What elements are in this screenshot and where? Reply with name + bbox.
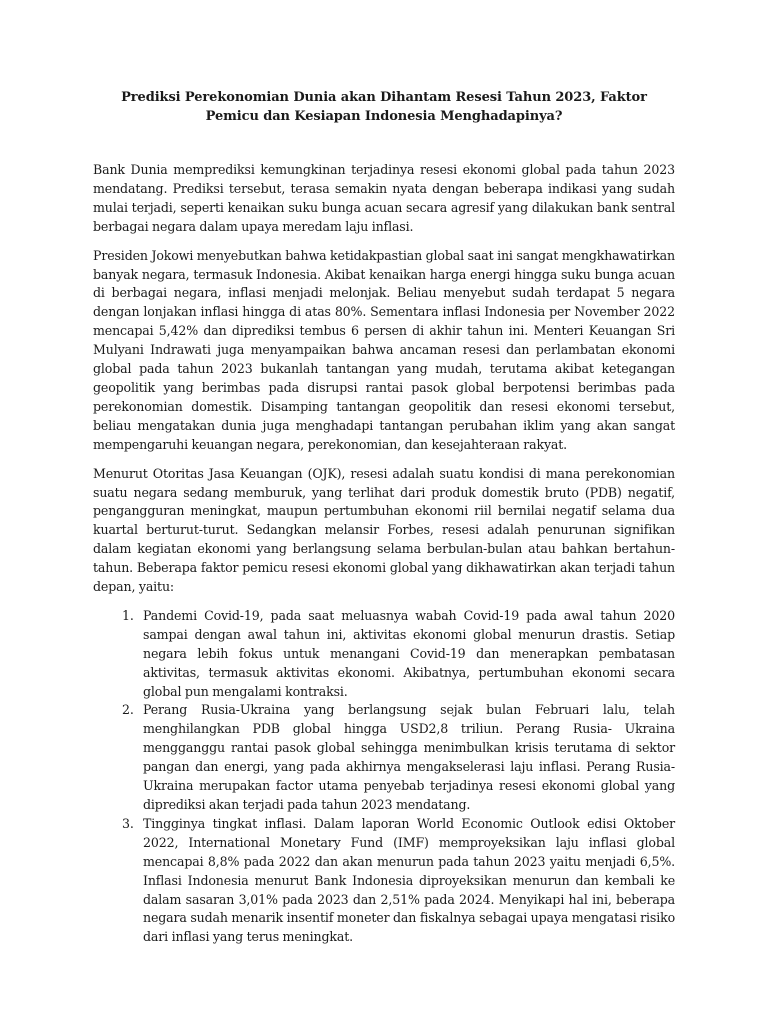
list-item-text: Pandemi Covid-19, pada saat meluasnya wabah Covid-19 pada awal tahun 2020 sampai dengan awal tahun ini, aktivitas ekonomi global menurun drastis. Setiap negara lebih fokus untuk menangani Covid-19 dan menerapkan pembatasan aktivitas, termasuk aktivitas ekonomi. Akibatnya, pertumbuhan ekonomi secara global pun mengalami kontraksi. xyxy=(143,607,675,699)
list-item xyxy=(93,701,675,814)
paragraph-intro: Bank Dunia memprediksi kemungkinan terjadinya resesi ekonomi global pada tahun 2023 mendatang. Prediksi tersebut, terasa semakin nyata dengan beberapa indikasi yang sudah mulai terjadi, seperti kenaikan suku bunga acuan secara agresif yang dilakukan bank sentral berbagai negara dalam upaya meredam laju inflasi. xyxy=(93,162,675,234)
list-item-number: 2. xyxy=(122,702,134,718)
list-item-number: 1. xyxy=(122,607,134,623)
list-item xyxy=(93,815,675,947)
document-title: Prediksi Perekonomian Dunia akan Dihantam Resesi Tahun 2023, Faktor Pemicu dan Kesiapan Indonesia Menghadapinya? xyxy=(121,90,647,124)
list-item-text: Perang Rusia-Ukraina yang berlangsung sejak bulan Februari lalu, telah menghilangkan PDB global hingga USD2,8 triliun. Perang Rusia- Ukraina mengganggu rantai pasok global sehingga menimbulkan krisis terutama di sektor pangan dan energi, yang pada akhirnya mengakselerasi laju inflasi. Perang Rusia-Ukraina merupakan factor utama penyebab terjadinya resesi ekonomi global yang diprediksi akan terjadi pada tahun 2023 mendatang. xyxy=(143,702,675,812)
paragraph-ojk: Menurut Otoritas Jasa Keuangan (OJK), resesi adalah suatu kondisi di mana perekonomian suatu negara sedang memburuk, yang terlihat dari produk domestik bruto (PDB) negatif, pengangguran meningkat, maupun pertumbuhan ekonomi riil bernilai negatif selama dua kuartal berturut-turut. Sedangkan melansir Forbes, resesi adalah penurunan signifikan dalam kegiatan ekonomi yang berlangsung selama berbulan-bulan atau bahkan bertahun-tahun. Beberapa faktor pemicu resesi ekonomi global yang dikhawatirkan akan terjadi tahun depan, yaitu: xyxy=(93,465,675,595)
paragraph-jokowi: Presiden Jokowi menyebutkan bahwa ketidakpastian global saat ini sangat mengkhawatirkan banyak negara, termasuk Indonesia. Akibat kenaikan harga energi hingga suku bunga acuan di berbagai negara, inflasi menjadi melonjak. Beliau menyebut sudah terdapat 5 negara dengan lonjakan inflasi hingga di atas 80%. Sementara inflasi Indonesia per November 2022 mencapai 5,42% dan diprediksi tembus 6 persen di akhir tahun ini. Menteri Keuangan Sri Mulyani Indrawati juga menyampaikan bahwa ancaman resesi dan perlambatan ekonomi global pada tahun 2023 bukanlah tantangan yang mudah, terutama akibat ketegangan geopolitik yang berimbas pada disrupsi rantai pasok global berpotensi berimbas pada perekonomian domestik. Disamping tantangan geopolitik dan resesi ekonomi tersebut, beliau mengatakan dunia juga menghadapi tantangan perubahan iklim yang akan sangat mempengaruhi keuangan negara, perekonomian, dan kesejahteraan rakyat. xyxy=(93,247,675,452)
list-item-number: 3. xyxy=(122,815,134,831)
document-page xyxy=(93,88,675,947)
list-item xyxy=(93,607,675,702)
list-item-text: Tingginya tingkat inflasi. Dalam laporan World Economic Outlook edisi Oktober 2022, International Monetary Fund (IMF) memproyeksikan laju inflasi global mencapai 8,8% pada 2022 dan akan menurun pada tahun 2023 yaitu menjadi 6,5%. Inflasi Indonesia menurut Bank Indonesia diproyeksikan menurun dan kembali ke dalam sasaran 3,01% pada 2023 dan 2,51% pada 2024. Menyikapi hal ini, beberapa negara sudah menarik insentif moneter dan fiskalnya sebagai upaya mengatasi risiko dari inflasi yang terus meningkat. xyxy=(143,815,675,945)
trigger-factors-list xyxy=(93,607,675,947)
